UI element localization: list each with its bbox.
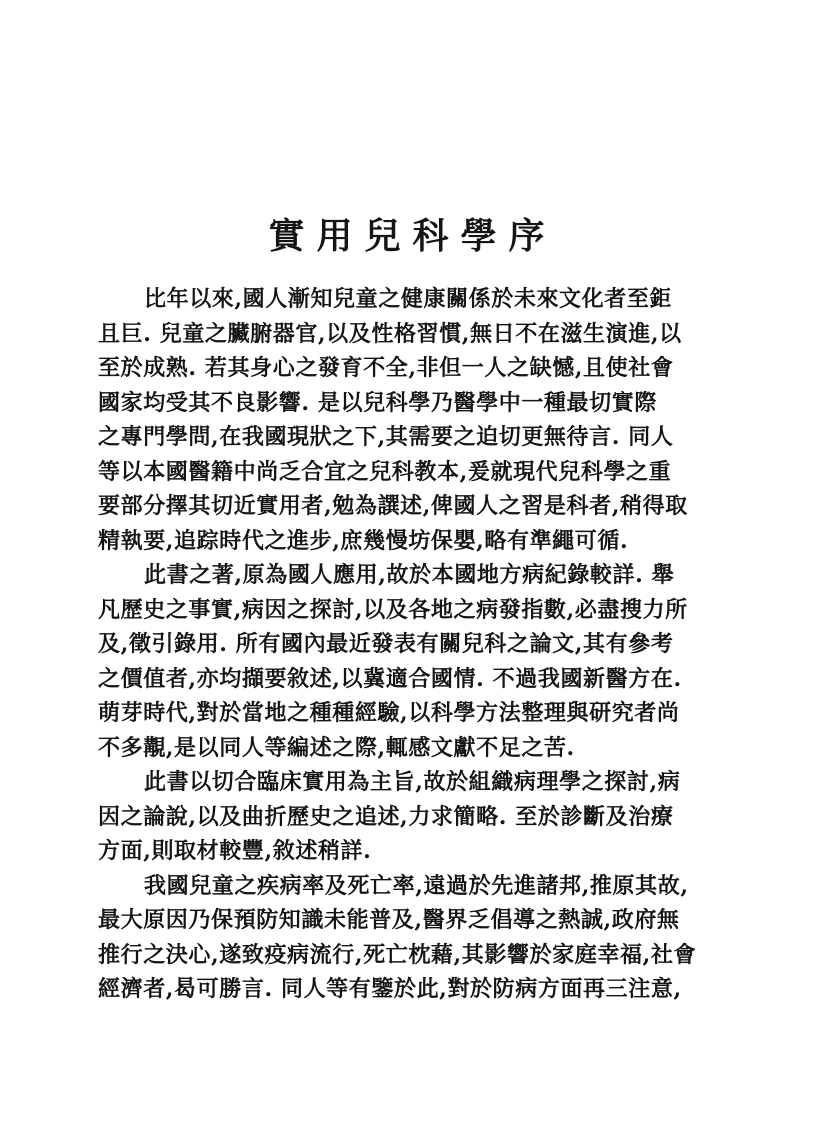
paragraph-3 <box>98 765 718 869</box>
paragraph-4 <box>98 869 718 1007</box>
text-line: 萌芽時代,對於當地之種種經驗,以科學方法整理與研究者尚 <box>98 700 680 726</box>
text-line: 至於成熟. 若其身心之發育不全,非但一人之缺憾,且使社會 <box>98 355 674 381</box>
preface-body <box>98 282 718 1007</box>
page-title: 實用兒科學序 <box>268 215 557 257</box>
paragraph-1 <box>98 282 718 558</box>
text-line: 我國兒童之疾病率及死亡率,遠過於先進諸邦,推原其故, <box>144 872 689 899</box>
text-line: 且巨. 兒童之臟腑器官,以及性格習慣,無日不在滋生演進,以 <box>98 320 682 347</box>
paragraph-2 <box>98 558 718 765</box>
text-line: 之價值者,亦均擷要敘述,以冀適合國情. 不過我國新醫方在. <box>98 665 682 692</box>
text-line: 最大原因乃保預防知識未能普及,醫界乏倡導之熱誠,政府無 <box>98 907 680 933</box>
text-line: 因之論說,以及曲折歷史之追述,力求簡略. 至於診斷及治療 <box>98 803 674 830</box>
text-line: 之專門學問,在我國現狀之下,其需要之迫切更無待言. 同人 <box>98 424 674 450</box>
text-line: 此書之著,原為國人應用,故於本國地方病紀錄較詳. 舉 <box>144 562 675 588</box>
text-line: 比年以來,國人漸知兒童之健康關係於未來文化者至鉅 <box>144 286 673 312</box>
text-line: 國家均受其不良影響. 是以兒科學乃醫學中一種最切實際 <box>98 389 657 416</box>
text-line: 要部分擇其切近實用者,勉為譔述,俾國人之習是科者,稍得取 <box>98 493 688 519</box>
text-line: 凡歷史之事實,病因之探討,以及各地之病發指數,必盡搜力所 <box>98 596 688 623</box>
text-line: 不多覯,是以同人等編述之際,輒感文獻不足之苦. <box>98 734 575 761</box>
text-line: 此書以切合臨床實用為主旨,故於組織病理學之探討,病 <box>144 769 681 795</box>
text-line: 經濟者,曷可勝言. 同人等有鑒於此,對於防病方面再三注意, <box>98 976 682 1002</box>
text-line: 推行之決心,遂致疫病流行,死亡枕藉,其影響於家庭幸福,社會 <box>98 941 697 968</box>
text-line: 等以本國醫籍中尚乏合宜之兒科教本,爰就現代兒科學之重 <box>98 458 672 485</box>
text-line: 及,徵引錄用. 所有國內最近發表有關兒科之論文,其有參考 <box>98 631 674 657</box>
text-line: 方面,則取材較豐,敘述稍詳. <box>98 838 372 864</box>
text-line: 精執要,追踪時代之進步,庶幾慢坊保嬰,略有準繩可循. <box>98 527 629 554</box>
